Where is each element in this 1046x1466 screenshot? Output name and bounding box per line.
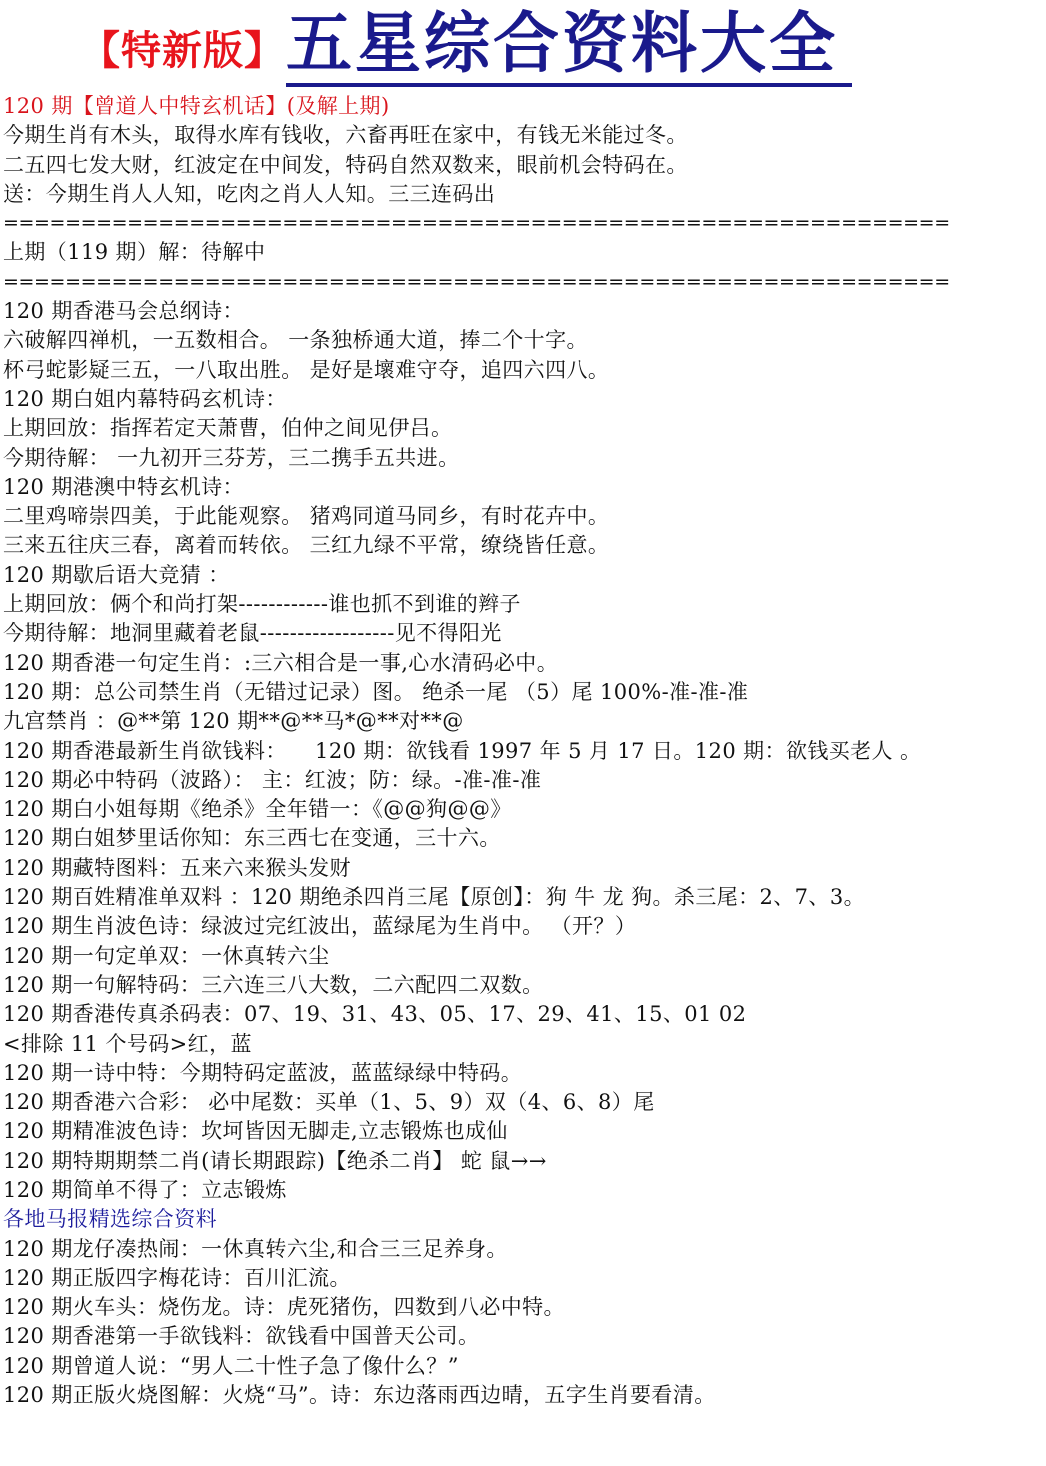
text-line: 送：今期生肖人人知，吃肉之肖人人知。三三连码出 bbox=[3, 181, 496, 206]
section-heading-regional: 各地马报精选综合资料 bbox=[3, 1207, 217, 1232]
text-line: 120 期：总公司禁生肖（无错过记录）图。 绝杀一尾 （5）尾 100%-准-准-准 bbox=[3, 679, 749, 704]
text-line: 二五四七发大财，红波定在中间发，特码自然双数来，眼前机会特码在。 bbox=[3, 152, 688, 177]
text-line: 六破解四禅机，一五数相合。 一条独桥通大道，捧二个十字。 bbox=[3, 328, 588, 353]
text-line: 120 期港澳中特玄机诗： bbox=[3, 474, 244, 499]
text-line: <排除 11 个号码>红，蓝 bbox=[3, 1031, 252, 1056]
text-line: 120 期白姐内幕特码玄机诗： bbox=[3, 386, 287, 411]
text-line: 120 期曾道人说：“男人二十性子急了像什么？” bbox=[3, 1353, 459, 1378]
text-line: 杯弓蛇影疑三五，一八取出胜。 是好是壞难守夺，追四六四八。 bbox=[3, 357, 610, 382]
text-line: 120 期火车头：烧伤龙。诗：虎死猪伤，四数到八必中特。 bbox=[3, 1295, 565, 1320]
text-line: 120 期一句定单双：一休真转六尘 bbox=[3, 943, 330, 968]
text-line: 120 期香港传真杀码表：07、19、31、43、05、17、29、41、15、01 02 bbox=[3, 1002, 747, 1027]
text-line: 九宫禁肖 ：@**第 120 期**@**马*@**对**@ bbox=[3, 709, 464, 734]
text-line: 120 期香港马会总纲诗： bbox=[3, 299, 244, 324]
text-line: 120 期特期期禁二肖(请长期跟踪)【绝杀二肖】 蛇 鼠→→ bbox=[3, 1148, 547, 1173]
title-underline bbox=[286, 83, 852, 87]
text-line: 120 期香港一句定生肖：:三六相合是一事,心水清码必中。 bbox=[3, 650, 559, 675]
text-line: 今期生肖有木头，取得水库有钱收，六畜再旺在家中，有钱无米能过冬。 bbox=[3, 123, 688, 148]
text-line: 120 期一诗中特：今期特码定蓝波，蓝蓝绿绿中特码。 bbox=[3, 1060, 523, 1085]
text-line: 120 期正版四字梅花诗：百川汇流。 bbox=[3, 1265, 351, 1290]
text-line: 120 期正版火烧图解：火烧“马”。诗：东边落雨西边晴，五字生肖要看清。 bbox=[3, 1383, 716, 1408]
text-line: 120 期香港六合彩： 必中尾数：买单（1、5、9）双（4、6、8）尾 bbox=[3, 1090, 655, 1115]
page-title: 五星综合资料大全 bbox=[286, 5, 838, 82]
text-line: 120 期必中特码（波路）： 主：红波；防：绿。-准-准-准 bbox=[3, 767, 542, 792]
separator-line: ============================================================= bbox=[3, 270, 950, 293]
text-line: 120 期龙仔凑热闹：一休真转六尘,和合三三足养身。 bbox=[3, 1236, 508, 1261]
text-line: 上期（119 期）解：待解中 bbox=[3, 240, 266, 265]
text-line: 上期回放：俩个和尚打架------------谁也抓不到谁的辫子 bbox=[3, 592, 521, 617]
text-line: 今期待解：地洞里藏着老鼠------------------见不得阳光 bbox=[3, 621, 502, 646]
text-line: 今期待解： 一九初开三芬芳，三二携手五共进。 bbox=[3, 445, 460, 470]
separator-line: ============================================================= bbox=[3, 212, 950, 235]
text-line: 120 期生肖波色诗：绿波过完红波出，蓝绿尾为生肖中。 （开？） bbox=[3, 914, 637, 939]
page-header bbox=[0, 0, 1046, 92]
text-line: 120 期歇后语大竞猜 ： bbox=[3, 562, 230, 587]
text-line: 120 期一句解特码：三六连三八大数，二六配四二双数。 bbox=[3, 972, 544, 997]
edition-tag: 【特新版】 bbox=[80, 28, 285, 74]
text-line: 120 期香港最新生肖欲钱料： 120 期：欲钱看 1997 年 5 月 17 日。120 期：欲钱买老人 。 bbox=[3, 738, 922, 763]
text-line: 120 期香港第一手欲钱料：欲钱看中国普天公司。 bbox=[3, 1324, 480, 1349]
text-line: 120 期简单不得了：立志锻炼 bbox=[3, 1177, 287, 1202]
section-heading-daoren: 120 期【曾道人中特玄机话】(及解上期) bbox=[3, 94, 390, 118]
text-line: 120 期精准波色诗：坎坷皆因无脚走,立志锻炼也成仙 bbox=[3, 1119, 508, 1144]
text-line: 120 期白姐梦里话你知：东三西七在变通，三十六。 bbox=[3, 826, 501, 851]
text-line: 120 期藏特图料：五来六来猴头发财 bbox=[3, 855, 351, 880]
text-line: 三来五往庆三春，离着而转依。 三红九绿不平常，缭绕皆任意。 bbox=[3, 533, 610, 558]
text-line: 上期回放：指挥若定天萧曹，伯仲之间见伊吕。 bbox=[3, 416, 453, 441]
document-body bbox=[0, 92, 1046, 1410]
text-line: 120 期百姓精准单双料 ：120 期绝杀四肖三尾【原创】：狗 牛 龙 狗。杀三尾：2、7、3。 bbox=[3, 885, 865, 910]
text-line: 120 期白小姐每期《绝杀》全年错一：《@@狗@@》 bbox=[3, 797, 512, 822]
text-line: 二里鸡啼崇四美，于此能观察。 猪鸡同道马同乡，有时花卉中。 bbox=[3, 504, 610, 529]
